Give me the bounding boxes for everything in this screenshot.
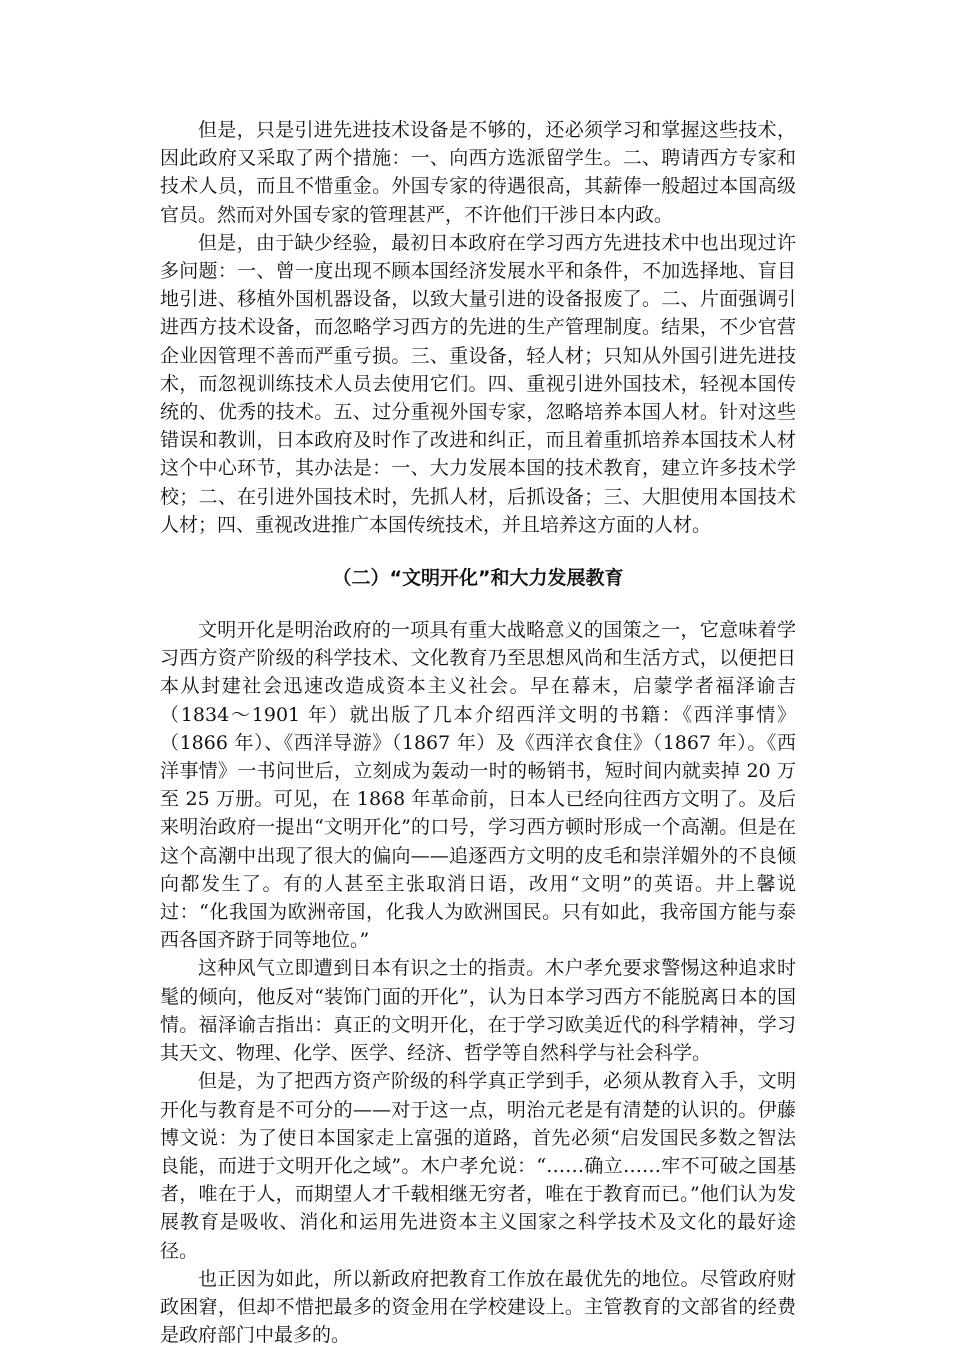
paragraph: 文明开化是明治政府的一项具有重大战略意义的国策之一，它意味着学习西方资产阶级的科学技术、文化教育乃至思想风尚和生活方式，以便把日本从封建社会迅速改造成资本主义社会。早在幕末，启蒙学者福泽谕吉（1834～1901 年）就出版了几本介绍西洋文明的书籍：《西洋事情》（1866 年）、《西洋导游》（1867 年）及《西洋衣食住》（1867 年）。《西洋事情》一书问世后，立刻成为轰动一时的畅销书，短时间内就卖掉 20 万至 25 万册。可见，在 1868 年革命前，日本人已经向往西方文明了。及后来明治政府一提出“文明开化”的口号，学习西方顿时形成一个高潮。但是在这个高潮中出现了很大的偏向——追逐西方文明的皮毛和崇洋媚外的不良倾向都发生了。有的人甚至主张取消日语，改用“文明”的英语。井上馨说过：“化我国为欧洲帝国，化我人为欧洲国民。只有如此，我帝国方能与泰西各国齐跻于同等地位。”: [160, 619, 796, 952]
paragraph: 也正因为如此，所以新政府把教育工作放在最优先的地位。尽管政府财政困窘，但却不惜把最多的资金用在学校建设上。主管教育的文部省的经费是政府部门中最多的。: [160, 1267, 796, 1347]
paragraph: 但是，由于缺少经验，最初日本政府在学习西方先进技术中也出现过许多问题：一、曾一度出现不顾本国经济发展水平和条件，不加选择地、盲目地引进、移植外国机器设备，以致大量引进的设备报废了。二、片面强调引进西方技术设备，而忽略学习西方的先进的生产管理制度。结果，不少官营企业因管理不善而严重亏损。三、重设备，轻人材；只知从外国引进先进技术，而忽视训练技术人员去使用它们。四、重视引进外国技术，轻视本国传统的、优秀的技术。五、过分重视外国专家，忽略培养本国人材。针对这些错误和教训，日本政府及时作了改进和纠正，而且着重抓培养本国技术人材这个中心环节，其办法是：一、大力发展本国的技术教育，建立许多技术学校；二、在引进外国技术时，先抓人材，后抓设备；三、大胆使用本国技术人材；四、重视改进推广本国传统技术，并且培养这方面的人材。: [160, 231, 796, 536]
section-heading: （二）“文明开化”和大力发展教育: [332, 567, 624, 590]
paragraph: 但是，只是引进先进技术设备是不够的，还必须学习和掌握这些技术，因此政府又采取了两个措施：一、向西方选派留学生。二、聘请西方专家和技术人员，而且不惜重金。外国专家的待遇很高，其薪俸一般超过本国高级官员。然而对外国专家的管理甚严，不许他们干涉日本内政。: [160, 119, 796, 226]
paragraph: 但是，为了把西方资产阶级的科学真正学到手，必须从教育入手，文明开化与教育是不可分的——对于这一点，明治元老是有清楚的认识的。伊藤博文说：为了使日本国家走上富强的道路，首先必须“启发国民多数之智法良能，而进于文明开化之域”。木户孝允说：“……确立……牢不可破之国基者，唯在于人，而期望人才千载相继无穷者，唯在于教育而已。”他们认为发展教育是吸收、消化和运用先进资本主义国家之科学技术及文化的最好途径。: [160, 1070, 796, 1262]
document-page: [160, 116, 796, 1349]
paragraph: 这种风气立即遭到日本有识之士的指责。木户孝允要求警惕这种追求时髦的倾向，他反对“装饰门面的开化”，认为日本学习西方不能脱离日本的国情。福泽谕吉指出：真正的文明开化，在于学习欧美近代的科学精神，学习其天文、物理、化学、医学、经济、哲学等自然科学与社会科学。: [160, 957, 796, 1065]
